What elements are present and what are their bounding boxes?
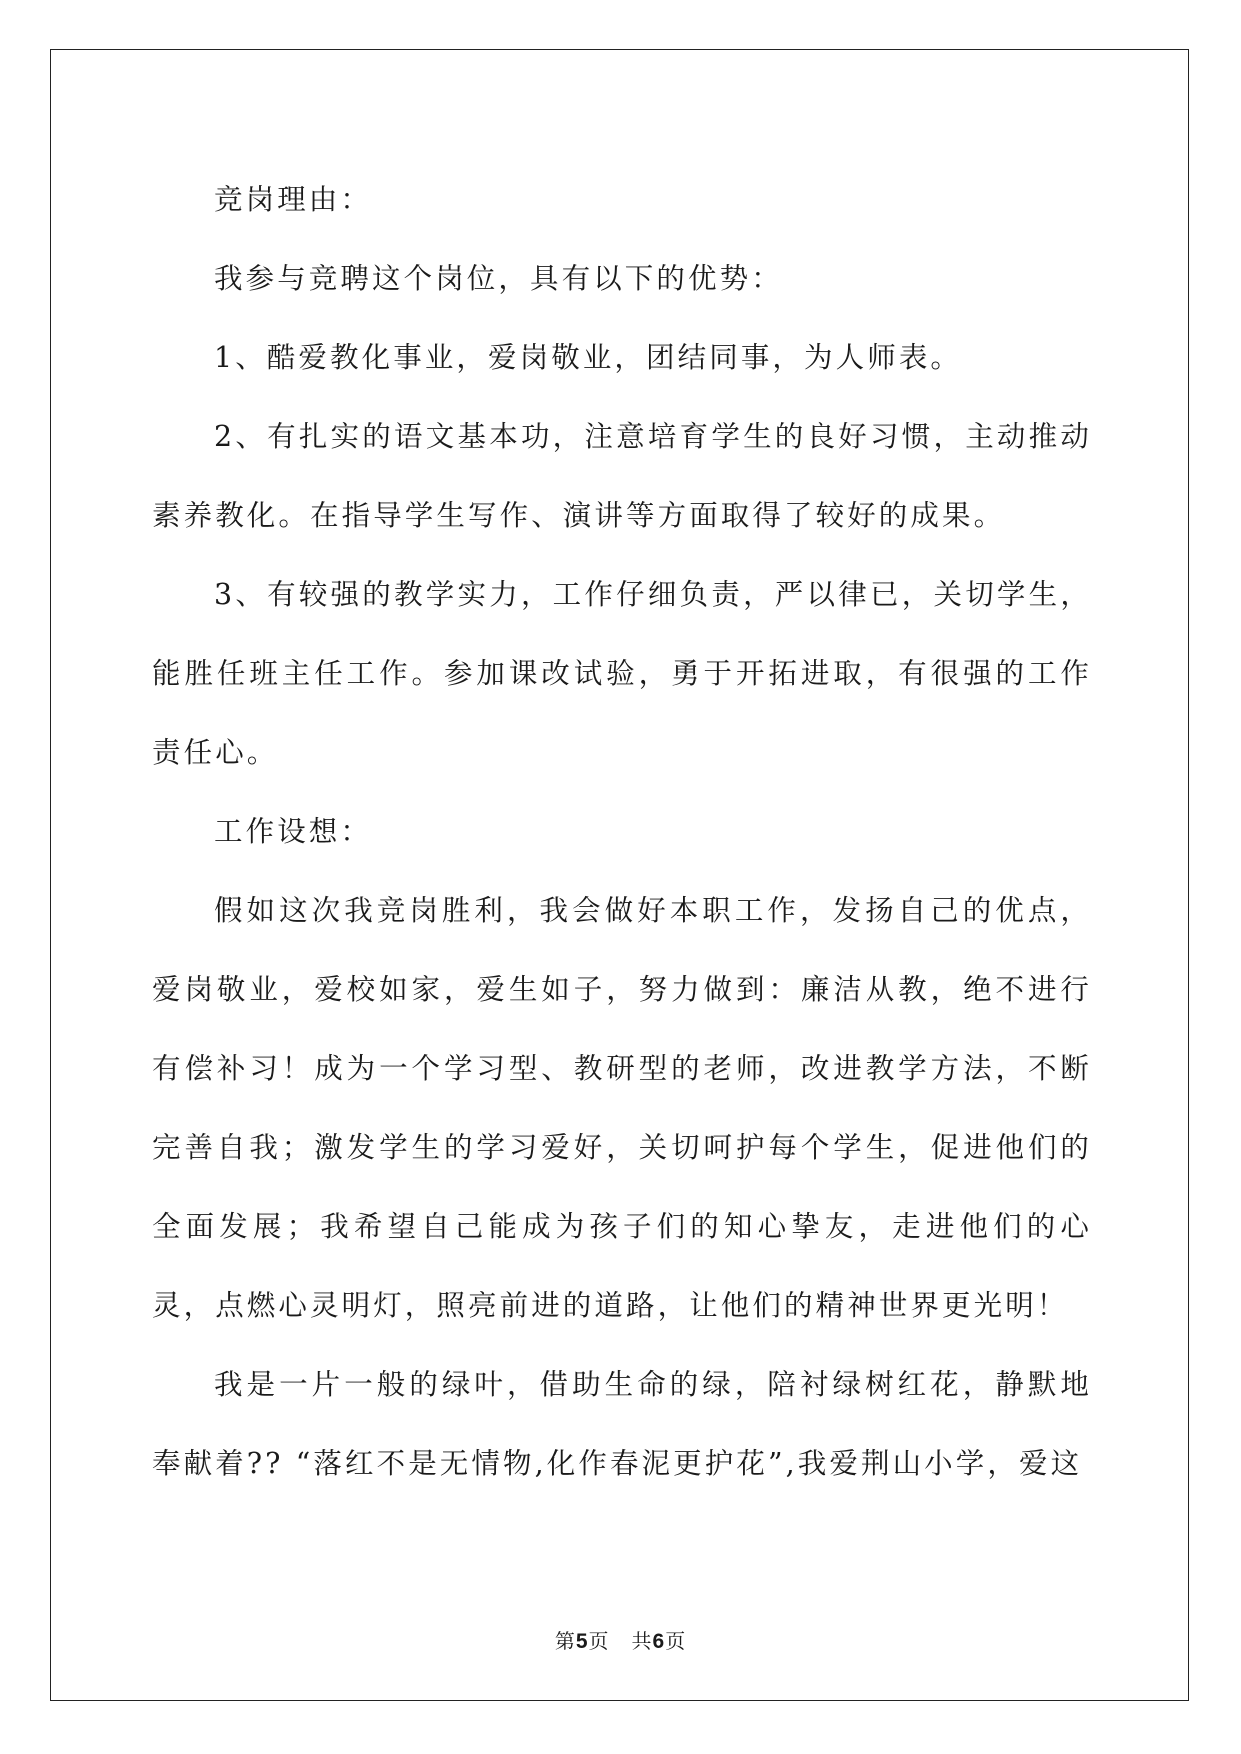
paragraph-point-3: 3、有较强的教学实力，工作仔细负责，严以律已，关切学生，能胜任班主任工作。参加课改试验，勇于开拓进取，有很强的工作责任心。 — [152, 578, 1092, 769]
paragraph-plans: 假如这次我竞岗胜利，我会做好本职工作，发扬自己的优点，爱岗敬业，爱校如家，爱生如子，努力做到：廉洁从教，绝不进行有偿补习！成为一个学习型、教研型的老师，改进教学方法，不断完善自我；激发学生的学习爱好，关切呵护每个学生，促进他们的全面发展；我希望自己能成为孩子们的知心挚友，走进他们的心灵，点燃心灵明灯，照亮前进的道路，让他们的精神世界更光明！ — [152, 894, 1092, 1322]
footer-page-total: 6 — [652, 1630, 666, 1653]
footer-page-prefix: 第 — [554, 1629, 576, 1653]
page-footer — [0, 1625, 1241, 1654]
paragraph-point-1: 1、酷爱教化事业，爱岗敬业，团结同事，为人师表。 — [214, 341, 963, 374]
footer-page-current: 5 — [575, 1630, 589, 1653]
footer-total-prefix: 共 — [631, 1629, 653, 1653]
paragraph-heading-reasons: 竞岗理由： — [214, 183, 373, 216]
footer-total-suffix: 页 — [665, 1629, 687, 1653]
footer-page-suffix: 页 — [588, 1629, 610, 1653]
paragraph-heading-plans: 工作设想： — [214, 815, 373, 848]
paragraph-closing: 我是一片一般的绿叶，借助生命的绿，陪衬绿树红花，静默地奉献着?? “落红不是无情物,化作春泥更护花”,我爱荆山小学，爱这 — [152, 1368, 1092, 1480]
document-body — [152, 160, 1092, 1503]
paragraph-intro: 我参与竞聘这个岗位，具有以下的优势： — [214, 262, 783, 295]
paragraph-point-2: 2、有扎实的语文基本功，注意培育学生的良好习惯，主动推动素养教化。在指导学生写作、演讲等方面取得了较好的成果。 — [152, 420, 1092, 532]
